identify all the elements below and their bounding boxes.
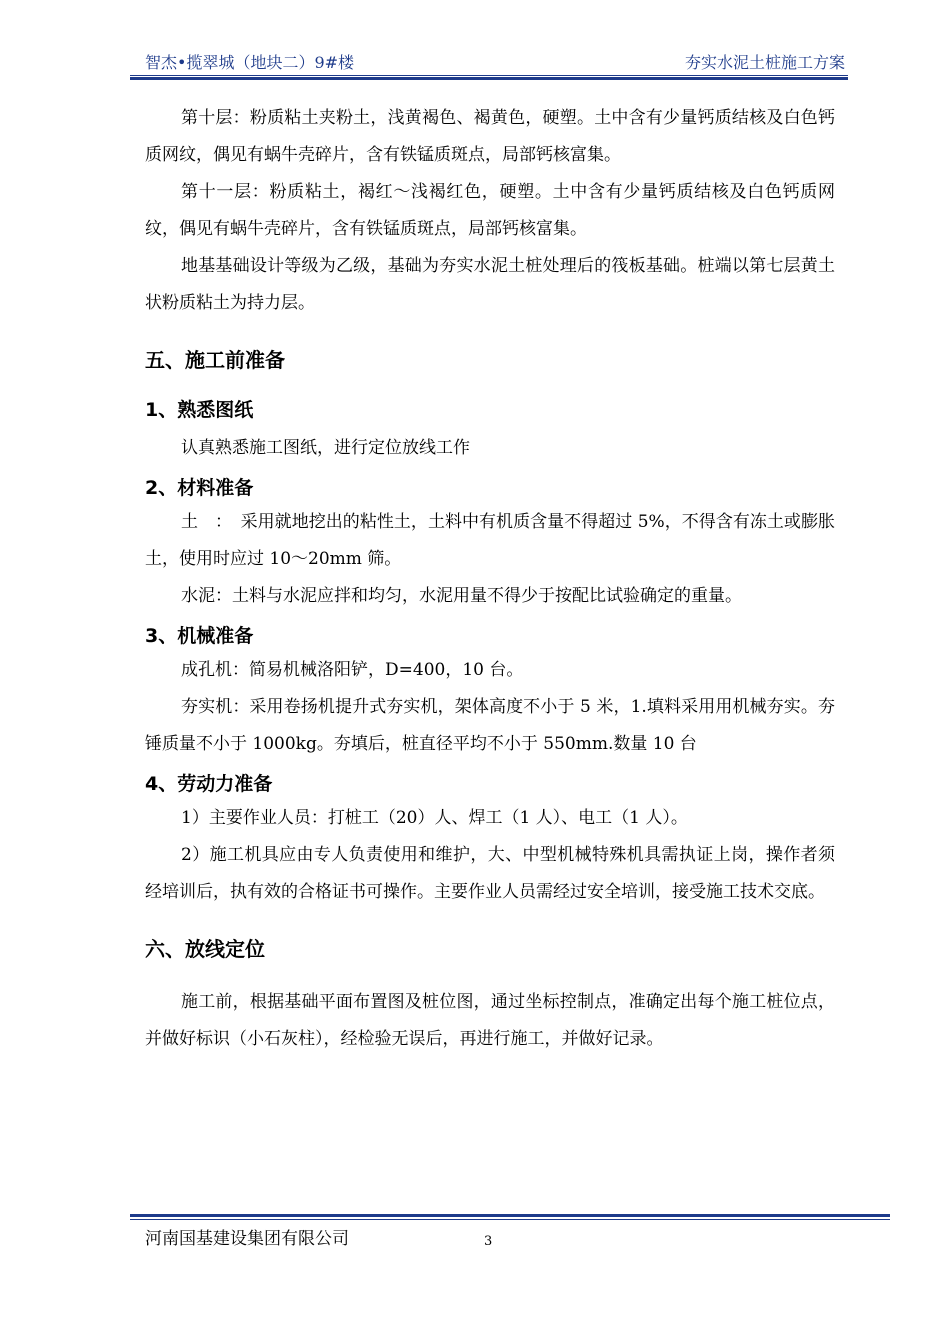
footer-divider-thick	[130, 1214, 890, 1217]
subheading-drawings: 1、熟悉图纸	[145, 399, 254, 421]
paragraph-layer-11: 第十一层：粉质粘土，褐红～浅褐红色，硬塑。土中含有少量钙质结核及白色钙质网纹，偶见有蜗牛壳碎片，含有铁锰质斑点，局部钙核富集。	[145, 182, 835, 239]
header-divider-thick	[130, 77, 848, 80]
section-heading-setting-out: 六、放线定位	[145, 937, 265, 961]
paragraph-labor-equipment: 2）施工机具应由专人负责使用和维护，大、中型机械特殊机具需执证上岗，操作者须经培训后，执有效的合格证书可操作。主要作业人员需经过安全培训，接受施工技术交底。	[145, 845, 835, 902]
header-document-title: 夯实水泥土桩施工方案	[684, 53, 845, 72]
footer-divider-thin	[130, 1219, 890, 1220]
paragraph-labor-personnel: 1）主要作业人员：打桩工（20）人、焊工（1 人）、电工（1 人）。	[181, 808, 688, 828]
page-content	[145, 100, 835, 1058]
paragraph-soil: 土 ： 采用就地挖出的粘性土，土料中有机质含量不得超过 5%，不得含有冻土或膨胀土，使用时应过 10～20mm 筛。	[145, 512, 835, 569]
section-heading-preparation: 五、施工前准备	[145, 348, 285, 372]
paragraph-layer-10: 第十层：粉质粘土夹粉土，浅黄褐色、褐黄色，硬塑。土中含有少量钙质结核及白色钙质网纹，偶见有蜗牛壳碎片，含有铁锰质斑点，局部钙核富集。	[145, 108, 835, 165]
subheading-machinery: 3、机械准备	[145, 625, 254, 647]
paragraph-setting-out: 施工前，根据基础平面布置图及桩位图，通过坐标控制点，准确定出每个施工桩位点，并做好标识（小石灰柱），经检验无误后，再进行施工，并做好记录。	[145, 992, 835, 1049]
subheading-materials: 2、材料准备	[145, 477, 254, 499]
footer-company-name: 河南国基建设集团有限公司	[145, 1229, 349, 1249]
paragraph-cement: 水泥：土料与水泥应拌和均匀，水泥用量不得少于按配比试验确定的重量。	[181, 586, 742, 606]
paragraph-foundation: 地基基础设计等级为乙级，基础为夯实水泥土桩处理后的筏板基础。桩端以第七层黄土状粉质粘土为持力层。	[145, 256, 835, 313]
page-header	[145, 48, 845, 74]
subheading-labor: 4、劳动力准备	[145, 773, 273, 795]
page-number: 3	[484, 1234, 493, 1249]
header-divider-thin	[130, 75, 848, 76]
paragraph-drilling-machine: 成孔机：简易机械洛阳铲，D=400，10 台。	[181, 660, 524, 680]
header-project-title: 智杰•揽翠城（地块二）9#楼	[145, 53, 355, 72]
paragraph-drawings: 认真熟悉施工图纸，进行定位放线工作	[181, 438, 470, 458]
paragraph-tamping-machine: 夯实机：采用卷扬机提升式夯实机，架体高度不小于 5 米，1.填料采用用机械夯实。夯锤质量不小于 1000kg。夯填后，桩直径平均不小于 550mm.数量 10 台	[145, 697, 835, 754]
